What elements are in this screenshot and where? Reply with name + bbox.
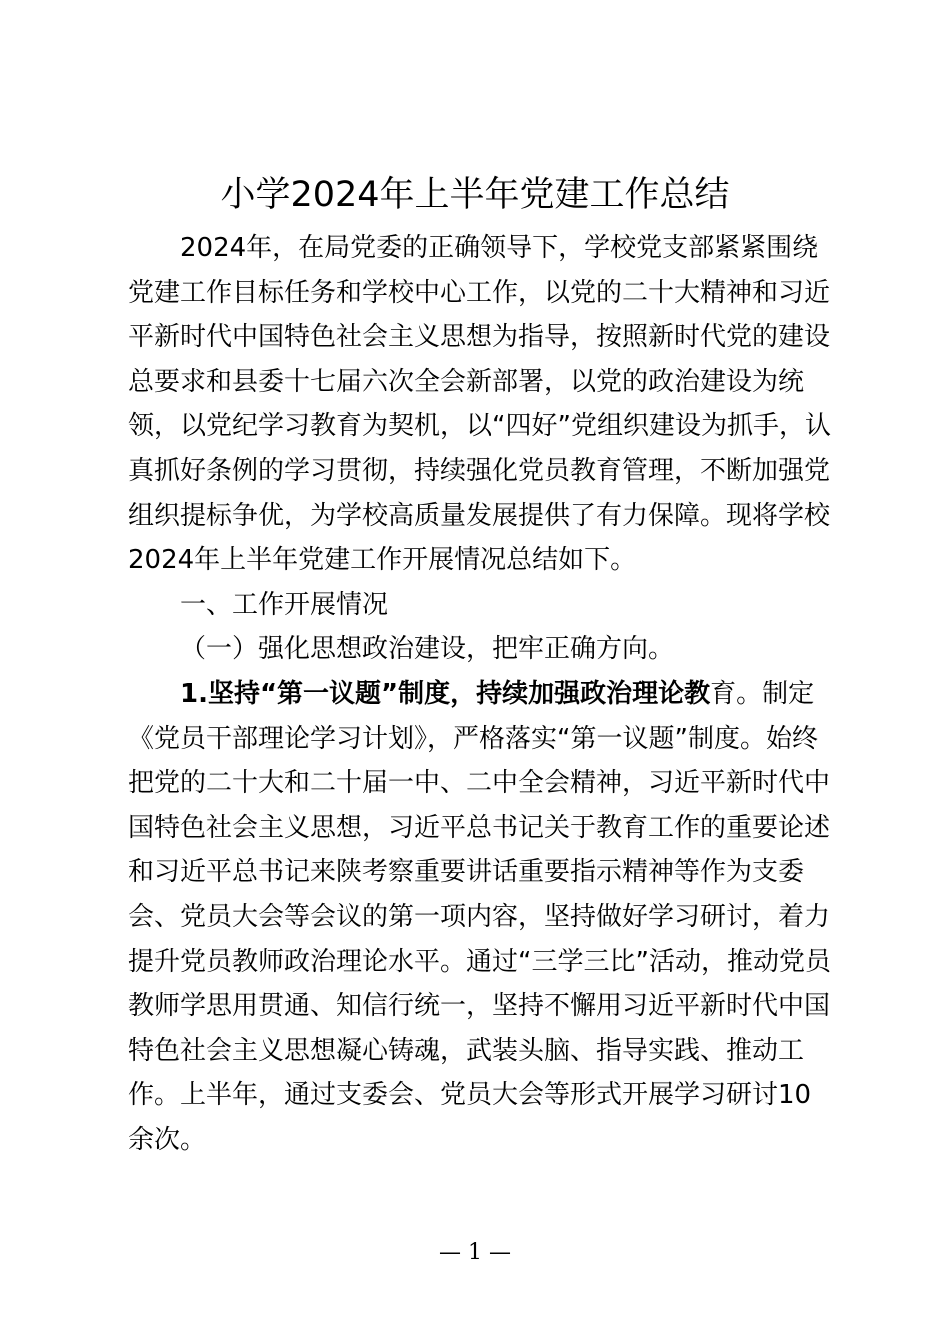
item-1-line: 特色社会主义思想凝心铸魂，武装头脑、指导实践、推动工 — [128, 1035, 805, 1066]
item-1-paragraph — [128, 672, 831, 1163]
intro-line: 总要求和县委十七届六次全会新部署，以党的政治建设为统 — [128, 366, 805, 397]
item-1-line: 余次。 — [128, 1124, 207, 1155]
item-1-line: 会、党员大会等会议的第一项内容，坚持做好学习研讨，着力 — [128, 901, 831, 932]
item-1-line: 国特色社会主义思想，习近平总书记关于教育工作的重要论述 — [128, 812, 831, 843]
item-1-line: 《党员干部理论学习计划》，严格落实“第一议题”制度。始终 — [128, 723, 818, 754]
item-1-line: 作。上半年，通过支委会、党员大会等形式开展学习研讨10 — [128, 1080, 812, 1111]
section-heading: 一、工作开展情况 — [180, 589, 389, 620]
intro-line: 党建工作目标任务和学校中心工作，以党的二十大精神和习近 — [128, 277, 831, 308]
intro-line: 2024年，在局党委的正确领导下，学校党支部紧紧围绕 — [180, 233, 819, 263]
intro-line: 领，以党纪学习教育为契机，以“四好”党组织建设为抓手，认 — [128, 411, 831, 442]
item-1-line: 和习近平总书记来陕考察重要讲话重要指示精神等作为支委 — [128, 857, 805, 888]
document-title: 小学2024年上半年党建工作总结 — [220, 175, 730, 215]
document-body — [128, 226, 831, 1162]
page-number: — 1 — — [439, 1240, 511, 1265]
item-1-bold-lead: 1.坚持“第一议题”制度，持续加强政治理论教 — [180, 678, 711, 709]
intro-line: 平新时代中国特色社会主义思想为指导，按照新时代党的建设 — [128, 322, 831, 353]
intro-line: 2024年上半年党建工作开展情况总结如下。 — [128, 545, 637, 576]
intro-paragraph — [128, 226, 831, 583]
subsection-heading: （一）强化思想政治建设，把牢正确方向。 — [180, 634, 675, 665]
intro-line: 组织提标争优，为学校高质量发展提供了有力保障。现将学校 — [128, 500, 831, 531]
item-1-line: 教师学思用贯通、知信行统一，坚持不懈用习近平新时代中国 — [128, 991, 831, 1022]
item-1-line: 提升党员教师政治理论水平。通过“三学三比”活动，推动党员 — [128, 946, 831, 977]
item-1-first-line — [128, 672, 818, 717]
item-1-line: 把党的二十大和二十届一中、二中全会精神，习近平新时代中 — [128, 768, 831, 799]
item-1-lead-rest: 育。制定 — [710, 678, 815, 709]
intro-line: 真抓好条例的学习贯彻，持续强化党员教育管理，不断加强党 — [128, 455, 831, 486]
